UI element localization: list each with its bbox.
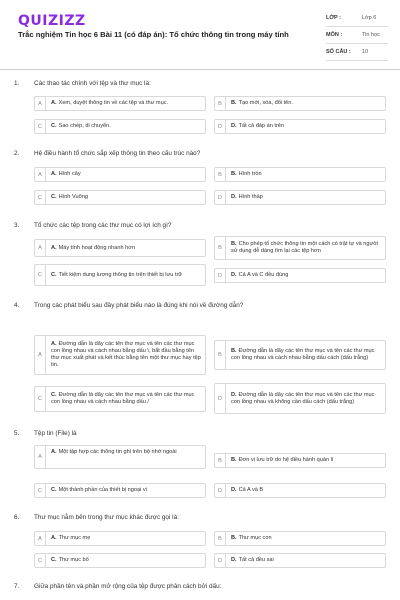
option-text: C. Hình Vuông — [51, 194, 88, 200]
option-5a[interactable] — [34, 445, 206, 469]
option-text: A. Đường dẫn là dãy các tên thư mục và tên các thư mục con lồng nhau và cách nhau bằng dấu \, bắt đầu bằng tên thư mục xuất phát và kết thúc bằng tên một thư mục hay tệp tin. — [51, 341, 201, 368]
option-text: B. Tạo mới, xóa, đổi tên. — [231, 100, 293, 106]
option-text: C. Đường dẫn là dãy các tên thư mục và tên các thư mục con lồng nhau và cách nhau bằng dấu / — [51, 392, 195, 405]
option-text: D. Cả A và B — [231, 487, 264, 493]
option-2c[interactable] — [34, 190, 206, 205]
option-text: C. Một thành phần của thiết bị ngoại vi — [51, 487, 147, 493]
meta-value: 10 — [362, 49, 369, 55]
option-letter: D — [215, 554, 226, 567]
option-5b[interactable] — [214, 453, 386, 468]
meta-value: Tin học — [362, 32, 380, 38]
option-text: C. Thư mục bố — [51, 557, 89, 563]
option-1d[interactable] — [214, 119, 386, 134]
option-text: A. Một tập hợp các thông tin ghi trên bộ nhớ ngoài — [51, 449, 177, 455]
option-letter: A — [35, 336, 46, 374]
option-letter: C — [35, 484, 46, 497]
option-text: D. Tất cả đều sai — [231, 557, 274, 563]
option-letter: B — [215, 237, 226, 259]
option-letter: C — [35, 120, 46, 133]
worksheet-header — [0, 0, 400, 70]
option-letter: B — [215, 168, 226, 181]
option-5c[interactable] — [34, 483, 206, 498]
option-letter: A — [35, 446, 46, 468]
option-text: A. Thư mục mẹ — [51, 535, 91, 541]
question-number: 5. — [14, 430, 20, 437]
option-letter: B — [215, 97, 226, 110]
option-3a[interactable] — [34, 239, 206, 257]
option-letter: C — [35, 554, 46, 567]
option-6a[interactable] — [34, 531, 206, 546]
option-letter: A — [35, 168, 46, 181]
option-text: A. Máy tính hoạt động nhanh hơn — [51, 244, 136, 251]
question-number: 2. — [14, 150, 20, 157]
option-letter: C — [35, 191, 46, 204]
question-number: 1. — [14, 80, 20, 87]
meta-label: MÔN : — [326, 32, 343, 38]
question-number: 7. — [14, 583, 20, 590]
option-1b[interactable] — [214, 96, 386, 111]
option-letter: A — [35, 97, 46, 110]
option-1c[interactable] — [34, 119, 206, 134]
option-text: B. Đường dẫn là dãy các tên thư mục và tên các thư mục con lồng nhau và cách nhau bằng dấu cách (dấu trắng) — [231, 348, 375, 361]
option-6d[interactable] — [214, 553, 386, 568]
worksheet-title: Trắc nghiệm Tin học 6 Bài 11 (có đáp án): Tổ chức thông tin trong máy tính — [18, 30, 289, 39]
option-text: B. Cho phép tổ chức thông tin một cách có trật tự và người sử dụng dễ dàng tìm lại các tệp hơn — [231, 241, 379, 254]
question-text: Thư mục nằm bên trong thư mục khác được gọi là: — [34, 514, 179, 521]
meta-row-class — [326, 12, 388, 27]
option-4d[interactable] — [214, 383, 386, 414]
option-letter: A — [35, 532, 46, 545]
option-2a[interactable] — [34, 167, 206, 182]
option-letter: D — [215, 384, 226, 413]
option-letter: B — [215, 341, 226, 369]
option-letter: D — [215, 484, 226, 497]
meta-row-count — [326, 46, 388, 61]
option-1a[interactable] — [34, 96, 206, 111]
option-4a[interactable] — [34, 335, 206, 375]
option-letter: B — [215, 454, 226, 467]
option-text: B. Thư mục con — [231, 535, 272, 541]
option-letter: C — [35, 265, 46, 285]
option-text: B. Đơn vị lưu trữ do hệ điều hành quản lí — [231, 457, 334, 463]
option-letter: A — [35, 240, 46, 256]
option-text: D. Cả A và C đều đúng — [231, 272, 289, 278]
meta-value: Lớp 6 — [362, 15, 377, 21]
option-text: D. Đường dẫn là dãy các tên thư mục và tên các thư mục con lồng nhau và không cần dấu cách (dấu trắng) — [231, 391, 375, 405]
option-5d[interactable] — [214, 483, 386, 498]
option-4c[interactable] — [34, 386, 206, 412]
question-text: Các thao tác chính với tệp và thư mục là: — [34, 80, 151, 87]
option-letter: D — [215, 120, 226, 133]
option-text: B. Hình tròn — [231, 171, 262, 177]
option-2b[interactable] — [214, 167, 386, 182]
quizizz-logo: QUIZIZZ — [18, 13, 86, 29]
option-text: D. Hình tháp — [231, 194, 263, 200]
option-4b[interactable] — [214, 340, 386, 370]
question-text: Trong các phát biểu sau đây phát biểu nào là đúng khi nói về đường dẫn? — [34, 302, 244, 309]
option-text: A. Xem, duyệt thông tin về các tệp và thư mục. — [51, 100, 169, 106]
meta-box — [326, 12, 388, 63]
question-text: Tệp tin (File) là — [34, 430, 77, 437]
option-3c[interactable] — [34, 264, 206, 286]
question-number: 4. — [14, 302, 20, 309]
question-number: 3. — [14, 222, 20, 229]
question-text: Tổ chức các tệp trong các thư mục có lợi ích gì? — [34, 222, 172, 229]
meta-label: SỐ CÂU : — [326, 49, 351, 55]
option-text: D. Tất cả đáp án trên — [231, 123, 284, 129]
option-6b[interactable] — [214, 531, 386, 546]
option-3b[interactable] — [214, 236, 386, 260]
option-letter: D — [215, 191, 226, 204]
option-text: C. Sao chép, di chuyển. — [51, 123, 111, 129]
question-text: Giữa phần tên và phần mở rộng của tệp được phân cách bởi dấu: — [34, 583, 222, 590]
option-text: C. Tiết kiệm dung lượng thông tin trên thiết bị lưu trữ — [51, 271, 183, 278]
option-text: A. Hình cây — [51, 171, 81, 177]
option-2d[interactable] — [214, 190, 386, 205]
header-divider — [0, 69, 400, 70]
option-6c[interactable] — [34, 553, 206, 568]
option-letter: C — [35, 387, 46, 411]
option-letter: B — [215, 532, 226, 545]
option-letter: D — [215, 269, 226, 282]
question-text: Hệ điều hành tổ chức sắp xếp thông tin theo cấu trúc nào? — [34, 150, 201, 157]
meta-label: LỚP : — [326, 15, 341, 21]
question-number: 6. — [14, 514, 20, 521]
option-3d[interactable] — [214, 268, 386, 283]
meta-row-subject — [326, 29, 388, 44]
